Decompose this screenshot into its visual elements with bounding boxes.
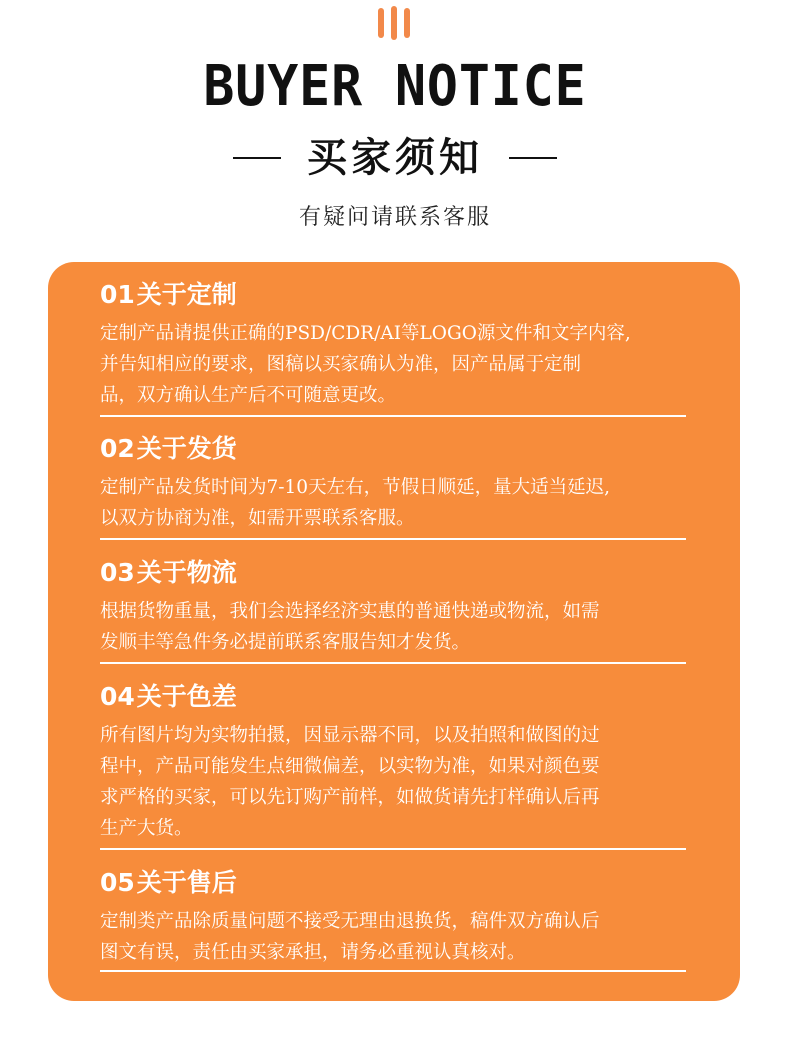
section-title: 关于售后 xyxy=(136,868,237,897)
notice-section-logistics xyxy=(100,556,686,658)
header-decoration-icon xyxy=(378,8,414,38)
section-heading xyxy=(100,556,686,590)
section-heading xyxy=(100,680,686,714)
section-title: 关于色差 xyxy=(136,682,237,711)
section-title: 关于发货 xyxy=(136,434,237,463)
section-title: 关于定制 xyxy=(136,280,237,309)
section-body xyxy=(100,318,686,411)
section-divider xyxy=(100,538,686,540)
page-title-en: BUYER NOTICE xyxy=(203,54,587,119)
title-divider-right xyxy=(509,157,557,159)
section-heading xyxy=(100,278,686,312)
section-divider xyxy=(100,415,686,417)
deco-bar xyxy=(404,8,410,38)
section-heading xyxy=(100,866,686,900)
section-heading xyxy=(100,432,686,466)
section-number: 04 xyxy=(100,682,135,711)
section-text-line: 定制产品发货时间为7-10天左右，节假日顺延，量大适当延迟, xyxy=(100,477,610,498)
section-divider xyxy=(100,848,686,850)
section-number: 03 xyxy=(100,558,135,587)
page-subtitle: 有疑问请联系客服 xyxy=(298,205,491,230)
notice-section-color-difference xyxy=(100,680,686,844)
section-text-line: 定制产品请提供正确的PSD/CDR/AI等LOGO源文件和文字内容, xyxy=(100,323,631,344)
section-number: 01 xyxy=(100,280,135,309)
deco-bar xyxy=(378,8,384,38)
section-text-line: 求严格的买家，可以先订购产前样，如做货请先打样确认后再 xyxy=(100,787,600,808)
section-text-line: 定制类产品除质量问题不接受无理由退换货，稿件双方确认后 xyxy=(100,911,600,932)
section-text-line: 并告知相应的要求，图稿以买家确认为准，因产品属于定制 xyxy=(100,354,582,375)
section-divider xyxy=(100,662,686,664)
section-number: 05 xyxy=(100,868,135,897)
section-text-line: 所有图片均为实物拍摄，因显示器不同，以及拍照和做图的过 xyxy=(100,725,600,746)
section-text-line: 以双方协商为准，如需开票联系客服。 xyxy=(100,508,415,529)
section-body xyxy=(100,472,686,534)
section-text-line: 发顺丰等急件务必提前联系客服告知才发货。 xyxy=(100,632,471,653)
section-title: 关于物流 xyxy=(136,558,237,587)
page-title-cn-row xyxy=(0,132,790,184)
section-text-line: 品，双方确认生产后不可随意更改。 xyxy=(100,385,397,406)
section-text-line: 图文有误，责任由买家承担，请务必重视认真核对。 xyxy=(100,942,526,963)
page-title-cn: 买家须知 xyxy=(307,135,483,181)
section-body xyxy=(100,906,686,968)
section-text-line: 根据货物重量，我们会选择经济实惠的普通快递或物流，如需 xyxy=(100,601,600,622)
title-divider-left xyxy=(233,157,281,159)
section-text-line: 生产大货。 xyxy=(100,818,193,839)
deco-bar xyxy=(391,6,397,40)
section-text-line: 程中，产品可能发生点细微偏差，以实物为准，如果对颜色要 xyxy=(100,756,600,777)
section-divider xyxy=(100,970,686,972)
notice-section-shipping xyxy=(100,432,686,534)
notice-section-customization xyxy=(100,278,686,411)
section-body xyxy=(100,596,686,658)
notice-section-after-sales xyxy=(100,866,686,968)
section-number: 02 xyxy=(100,434,135,463)
section-body xyxy=(100,720,686,844)
notice-card xyxy=(48,262,740,1001)
